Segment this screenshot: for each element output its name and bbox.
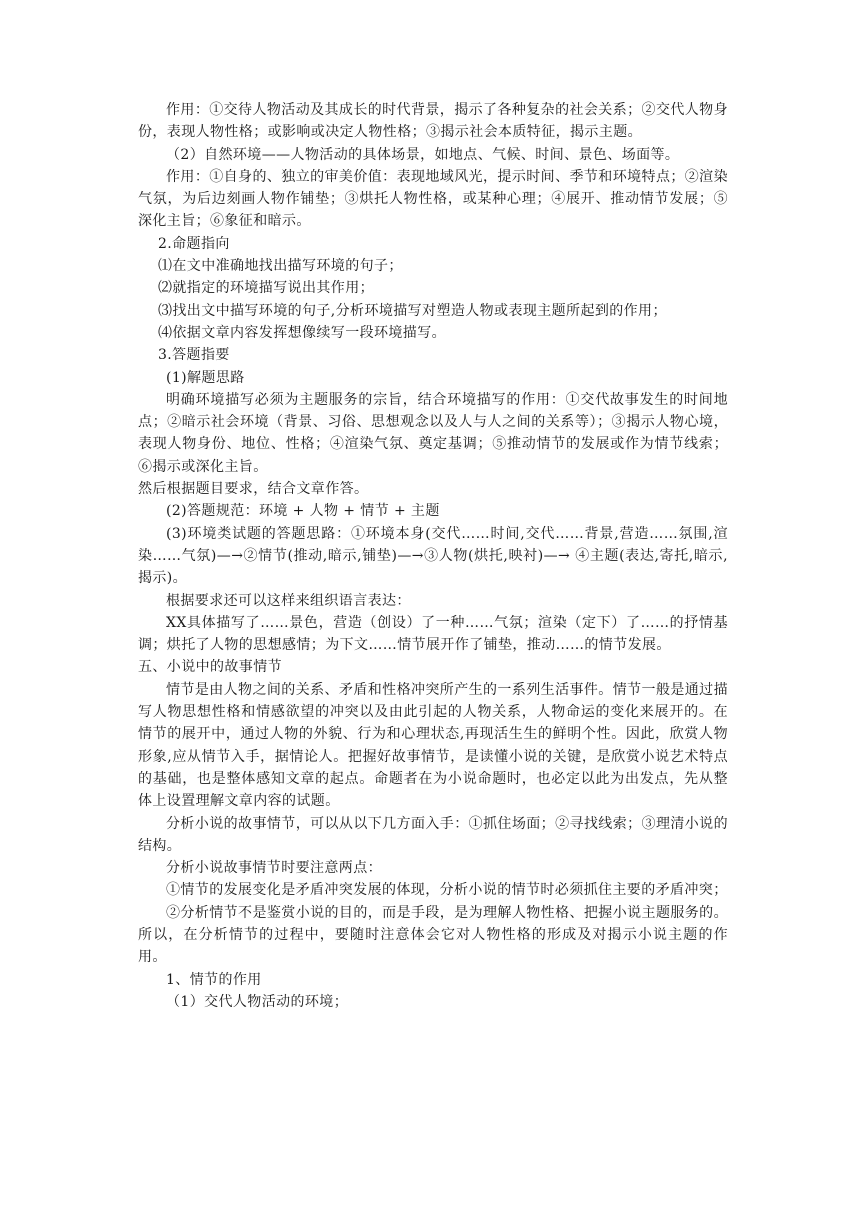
paragraph: 分析小说的故事情节，可以从以下几方面入手：①抓住场面；②寻找线索；③理清小说的结构。 <box>138 815 728 854</box>
subsection-heading: (1)解题思路 <box>166 369 245 386</box>
paragraph: 作用：①交待人物活动及其成长的时代背景，揭示了各种复杂的社会关系；②交代人物身份，表现人物性格；或影响或决定人物性格；③揭示社会本质特征，揭示主题。 <box>138 102 728 141</box>
list-item: ⑷依据文章内容发挥想像续写一段环境描写。 <box>158 324 446 341</box>
document-page <box>138 99 728 1013</box>
paragraph: 情节是由人物之间的关系、矛盾和性格冲突所产生的一系列生活事件。情节一般是通过描写人物思想性格和情感欲望的冲突以及由此引起的人物关系，人物命运的变化来展开的。在情节的展开中，通过人物的外貌、行为和心理状态,再现活生生的鲜明个性。因此，欣赏人物形象,应从情节入手，据情论人。把握好故事情节，是读懂小说的关键，是欣赏小说艺术特点的基础，也是整体感知文章的起点。命题者在为小说命题时，也必定以此为出发点，先从整体上设置理解文章内容的试题。 <box>138 681 728 810</box>
paragraph: (2)答题规范：环境 + 人物 + 情节 + 主题 <box>166 503 440 520</box>
paragraph: ②分析情节不是鉴赏小说的目的，而是手段，是为理解人物性格、把握小说主题服务的。所以，在分析情节的过程中，要随时注意体会它对人物性格的形成及对揭示小说主题的作用。 <box>138 904 728 966</box>
section-heading: 2.命题指向 <box>158 235 230 252</box>
section-heading: 3.答题指要 <box>158 347 230 364</box>
paragraph: (3)环境类试题的答题思路：①环境本身(交代……时间,交代……背景,营造……氛围,渲染……气氛)—→②情节(推动,暗示,铺垫)—→③人物(烘托,映衬)—→ ④主题(表达,寄托,暗示,揭示)。 <box>138 525 728 587</box>
paragraph: 根据要求还可以这样来组织语言表达： <box>166 592 411 609</box>
paragraph: 作用：①自身的、独立的审美价值：表现地域风光，提示时间、季节和环境特点；②渲染气氛，为后边刻画人物作铺垫；③烘托人物性格，或某种心理；④展开、推动情节发展；⑤深化主旨；⑥象征和暗示。 <box>138 168 728 230</box>
list-item: ⑴在文中准确地找出描写环境的句子； <box>158 258 403 275</box>
paragraph: 然后根据题目要求，结合文章作答。 <box>138 481 369 498</box>
subsection-heading: 1、情节的作用 <box>166 971 262 988</box>
list-item: ⑶找出文中描写环境的句子,分析环境描写对塑造人物或表现主题所起到的作用； <box>158 302 667 319</box>
paragraph: 明确环境描写必须为主题服务的宗旨，结合环境描写的作用：①交代故事发生的时间地点；②暗示社会环境（背景、习俗、思想观念以及人与人之间的关系等）；③揭示人物心境，表现人物身份、地位、性格；④渲染气氛、奠定基调；⑤推动情节的发展或作为情节线索；⑥揭示或深化主旨。 <box>138 391 728 475</box>
paragraph: ①情节的发展变化是矛盾冲突发展的体现，分析小说的情节时必须抓住主要的矛盾冲突； <box>166 882 728 899</box>
list-item: （1）交代人物活动的环境； <box>166 993 349 1010</box>
paragraph: XX具体描写了……景色，营造（创设）了一种……气氛；渲染（定下）了……的抒情基调；烘托了人物的思想感情；为下文……情节展开作了铺垫，推动……的情节发展。 <box>138 614 728 654</box>
list-item: ⑵就指定的环境描写说出其作用； <box>158 280 374 297</box>
paragraph: （2）自然环境——人物活动的具体场景，如地点、气候、时间、景色、场面等。 <box>166 146 680 163</box>
section-heading: 五、小说中的故事情节 <box>138 659 282 676</box>
paragraph: 分析小说故事情节时要注意两点： <box>166 860 382 877</box>
